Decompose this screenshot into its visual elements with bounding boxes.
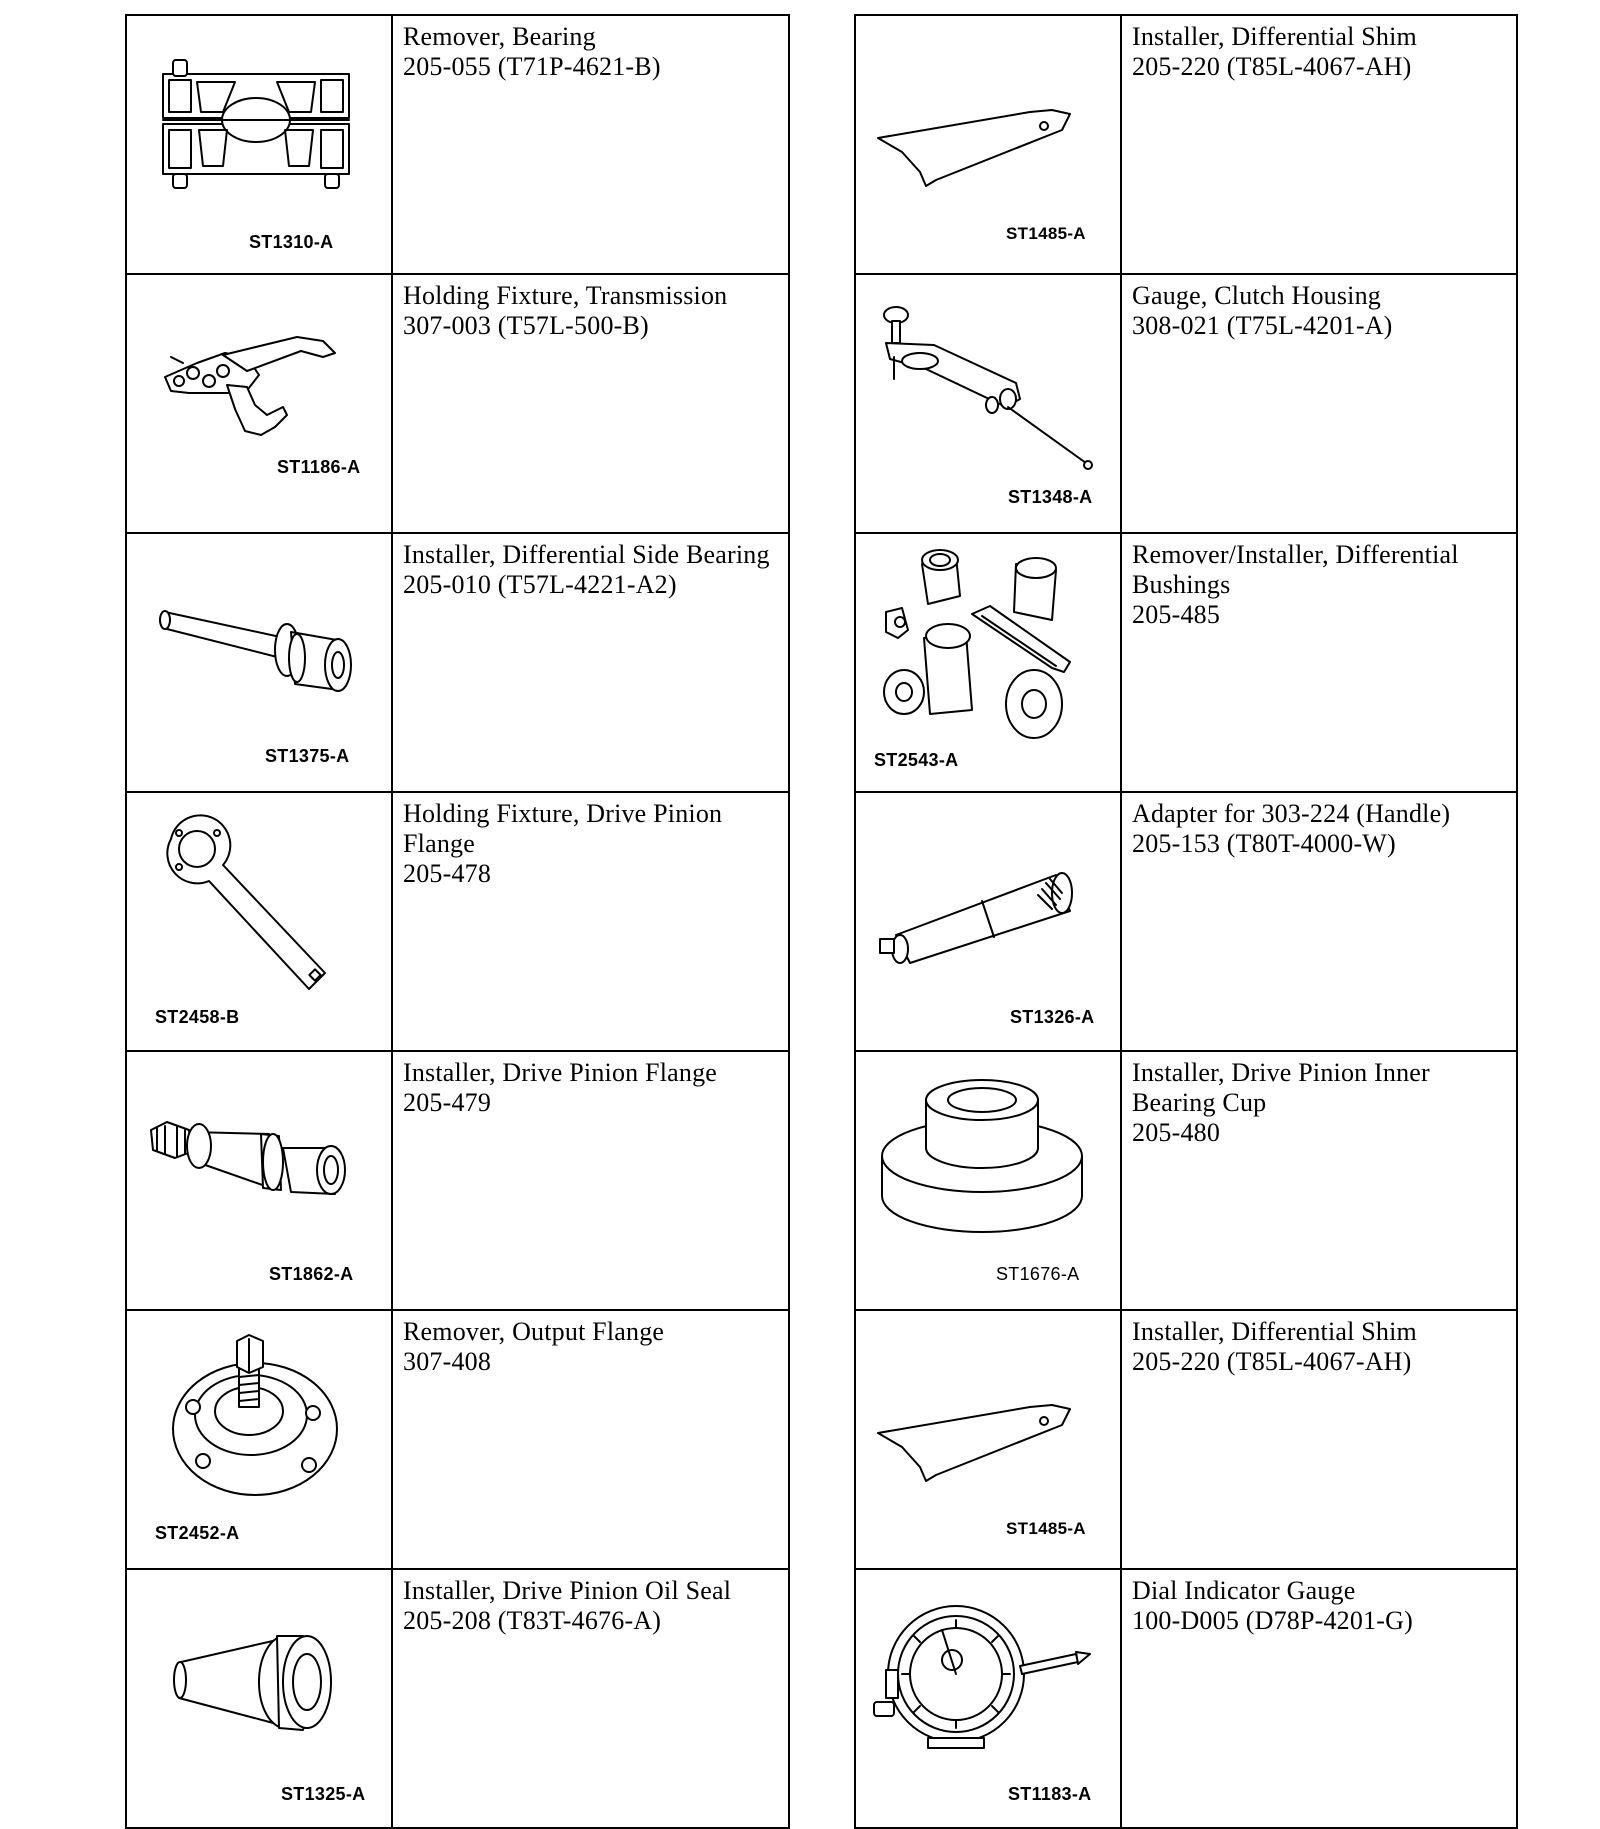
figure-id-label: ST1186-A [277,457,361,477]
tool-description-cell [392,533,789,792]
tool-name: Dial Indicator Gauge [1132,1576,1356,1605]
tool-illustration-cell [855,792,1121,1051]
tool-number: 205-478 [403,859,492,888]
tool-description-cell [1121,1569,1517,1828]
table-row [855,1569,1517,1828]
tool-description-cell [392,1310,789,1569]
table-row [855,15,1517,274]
tool-name: Remover, Output Flange [403,1317,665,1346]
tool-name: Installer, Drive Pinion Inner Bearing Cup [1132,1058,1430,1117]
table-row [855,792,1517,1051]
tool-description-cell [392,274,789,533]
bearing-cup-installer-icon [856,1052,1120,1303]
tool-name: Remover, Bearing [403,22,596,51]
table-row [126,533,789,792]
transmission-holding-fixture-icon [127,275,391,526]
tool-description-cell [1121,1310,1517,1569]
tool-illustration-cell [126,533,392,792]
tool-number: 205-220 (T85L-4067-AH) [1132,1347,1412,1376]
tool-name: Installer, Differential Shim [1132,22,1417,51]
figure-id-label: ST2452-A [155,1523,240,1543]
figure-id-label: ST1485-A [1006,1519,1086,1538]
tool-description-cell [392,15,789,274]
figure-id-label: ST2543-A [874,750,959,770]
figure-id-label: ST2458-B [155,1007,240,1027]
tool-illustration-cell [855,1051,1121,1310]
figure-id-label: ST1325-A [281,1784,366,1804]
table-row [126,1310,789,1569]
tool-number: 205-479 [403,1088,492,1117]
tool-description-cell [1121,274,1517,533]
tool-illustration-cell [126,15,392,274]
figure-id-label: ST1375-A [265,746,350,766]
tool-illustration-cell [126,792,392,1051]
tool-description-cell [392,1569,789,1828]
tool-number: 308-021 (T75L-4201-A) [1132,311,1393,340]
table-row [126,1569,789,1828]
tool-illustration-cell [126,1569,392,1828]
tool-name: Holding Fixture, Drive Pinion Flange [403,799,723,858]
tool-number: 307-003 (T57L-500-B) [403,311,649,340]
tool-number: 205-208 (T83T-4676-A) [403,1606,662,1635]
tool-description-cell [1121,533,1517,792]
special-tools-table-right [854,14,1518,1829]
tool-description-cell [1121,792,1517,1051]
special-tools-table-left [125,14,790,1829]
tool-description-cell [392,1051,789,1310]
tool-number: 205-153 (T80T-4000-W) [1132,829,1396,858]
tool-illustration-cell [855,15,1121,274]
tool-illustration-cell [126,274,392,533]
tool-illustration-cell [126,1051,392,1310]
tool-description-cell [1121,1051,1517,1310]
figure-id-label: ST1485-A [1006,224,1086,243]
figure-id-label: ST1348-A [1008,487,1093,507]
tool-number: 205-055 (T71P-4621-B) [403,52,661,81]
tool-number: 100-D005 (D78P-4201-G) [1132,1606,1413,1635]
tool-name: Installer, Differential Side Bearing [403,540,770,569]
table-row [126,792,789,1051]
tool-number: 307-408 [403,1347,492,1376]
tool-name: Adapter for 303-224 (Handle) [1132,799,1451,828]
tool-illustration-cell [855,1569,1121,1828]
tool-name: Remover/Installer, Differential Bushings [1132,540,1459,599]
tool-number: 205-485 [1132,600,1221,629]
figure-id-label: ST1310-A [249,232,334,252]
bearing-remover-icon [127,16,391,267]
table-row [855,1051,1517,1310]
table-row [126,15,789,274]
table-row [126,274,789,533]
tool-name: Installer, Drive Pinion Oil Seal [403,1576,732,1605]
tool-illustration-cell [126,1310,392,1569]
tool-name: Holding Fixture, Transmission [403,281,728,310]
tool-description-cell [1121,15,1517,274]
tool-description-cell [392,792,789,1051]
table-row [855,533,1517,792]
bushing-remover-installer-icon [856,534,1120,785]
tool-illustration-cell [855,1310,1121,1569]
figure-id-label: ST1676-A [996,1264,1080,1284]
tool-number: 205-220 (T85L-4067-AH) [1132,52,1412,81]
tool-illustration-cell [855,274,1121,533]
tool-name: Installer, Differential Shim [1132,1317,1417,1346]
figure-id-label: ST1862-A [269,1264,354,1284]
tool-number: 205-010 (T57L-4221-A2) [403,570,677,599]
tool-number: 205-480 [1132,1118,1221,1147]
table-row [855,1310,1517,1569]
tool-illustration-cell [855,533,1121,792]
table-row [855,274,1517,533]
side-bearing-installer-icon [127,534,391,785]
table-row [126,1051,789,1310]
figure-id-label: ST1326-A [1010,1007,1095,1027]
tool-name: Installer, Drive Pinion Flange [403,1058,718,1087]
tool-name: Gauge, Clutch Housing [1132,281,1382,310]
figure-id-label: ST1183-A [1008,1784,1092,1804]
